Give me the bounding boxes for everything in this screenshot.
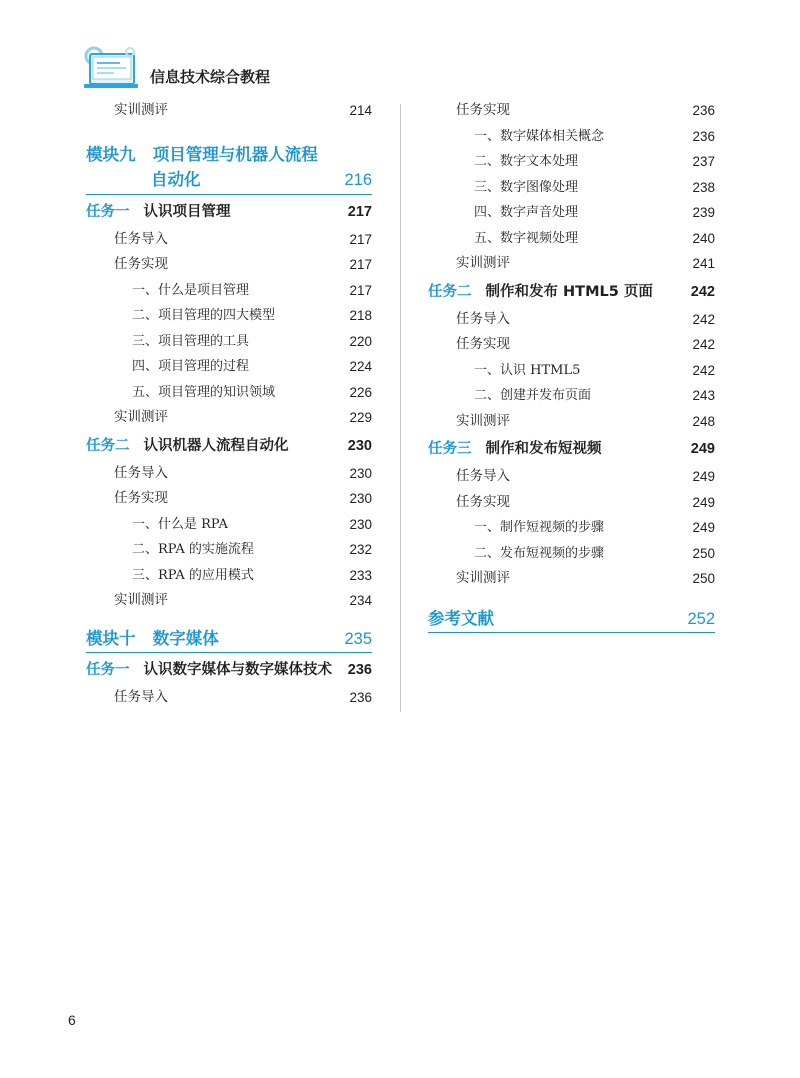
- references-heading[interactable]: [428, 606, 715, 633]
- module-title: 数字媒体: [152, 628, 219, 648]
- toc-subentry[interactable]: 三、项目管理的工具 220: [132, 333, 372, 349]
- computer-gear-logo-icon: [80, 46, 138, 92]
- toc-entry[interactable]: 任务导入 236: [114, 688, 372, 705]
- task-heading[interactable]: [86, 197, 372, 227]
- module-title-line1: [86, 144, 318, 166]
- toc-right-column: [428, 98, 715, 633]
- toc-subentry[interactable]: 四、项目管理的过程 224: [132, 359, 372, 374]
- task-label: 任务一: [86, 661, 130, 678]
- task-title: 任务三 制作和发布短视频: [428, 441, 602, 457]
- toc-subentry[interactable]: 二、发布短视频的步骤 250: [474, 545, 715, 561]
- toc-entry[interactable]: 任务实现 217: [114, 256, 372, 272]
- task-title: 任务二 制作和发布 HTML5 页面: [428, 283, 653, 300]
- toc-subentry[interactable]: 一、数字媒体相关概念 236: [474, 128, 715, 144]
- page-number: 6: [68, 1012, 76, 1028]
- toc-subentry[interactable]: 二、项目管理的四大模型 218: [132, 308, 372, 323]
- module-title: 项目管理与机器人流程: [152, 144, 318, 164]
- toc-entry[interactable]: 实训测评 248: [456, 412, 715, 429]
- toc-subentry[interactable]: 五、项目管理的知识领域 226: [132, 384, 372, 400]
- toc-subentry[interactable]: 一、什么是 RPA 230: [132, 516, 372, 532]
- toc-entry[interactable]: 任务导入 249: [456, 468, 715, 484]
- toc-left-column: [86, 98, 372, 710]
- task-page: 236: [347, 661, 372, 678]
- toc-subentry[interactable]: 二、RPA 的实施流程 232: [132, 542, 372, 557]
- toc-entry[interactable]: 实训测评 229: [114, 409, 372, 425]
- book-title: 信息技术综合教程: [150, 68, 271, 86]
- module-page: 216: [344, 170, 372, 189]
- module-title-line2: 自动化: [151, 169, 201, 189]
- task-title: 任务一 认识数字媒体与数字媒体技术: [86, 661, 332, 678]
- task-label: 任务二: [86, 437, 130, 454]
- task-page: 242: [690, 283, 715, 300]
- toc-entry[interactable]: 任务导入 217: [114, 230, 372, 247]
- toc-subentry[interactable]: 四、数字声音处理 239: [474, 205, 715, 220]
- task-heading[interactable]: [428, 277, 715, 307]
- module-heading-10[interactable]: [86, 626, 372, 653]
- toc-entry[interactable]: 实训测评 234: [114, 592, 372, 608]
- toc-subentry[interactable]: 二、创建并发布页面 243: [474, 388, 715, 403]
- toc-subentry[interactable]: 三、RPA 的应用模式 233: [132, 567, 372, 583]
- toc-subentry[interactable]: 二、数字文本处理 237: [474, 154, 715, 169]
- module-heading-9[interactable]: [86, 140, 372, 195]
- toc-entry-label: 实训测评: [114, 102, 168, 118]
- module-label: 模块九: [86, 144, 136, 164]
- task-page: 230: [347, 437, 372, 454]
- toc-entry-page: 214: [349, 103, 372, 118]
- column-divider: [400, 104, 401, 712]
- task-label: 任务二: [428, 283, 472, 300]
- references-title: 参考文献: [428, 608, 494, 628]
- module-page: 235: [344, 629, 372, 648]
- toc-subentry[interactable]: 一、什么是项目管理 217: [132, 282, 372, 298]
- toc-entry[interactable]: 实训测评 241: [456, 255, 715, 271]
- toc-entry[interactable]: 任务导入 242: [456, 310, 715, 327]
- task-label: 任务三: [428, 441, 472, 457]
- task-title: 任务一 认识项目管理: [86, 203, 231, 220]
- toc-entry[interactable]: 任务导入 230: [114, 464, 372, 481]
- toc-entry[interactable]: 任务实现 249: [456, 493, 715, 510]
- task-heading[interactable]: [86, 655, 372, 685]
- running-header: [80, 46, 340, 94]
- task-label: 任务一: [86, 203, 130, 220]
- task-heading[interactable]: [86, 431, 372, 461]
- toc-entry[interactable]: 任务实现 242: [456, 336, 715, 352]
- references-page: 252: [687, 609, 715, 628]
- module-label: 模块十: [86, 628, 136, 648]
- toc-entry[interactable]: [86, 98, 372, 124]
- toc-subentry[interactable]: 一、制作短视频的步骤 249: [474, 520, 715, 535]
- task-title: 任务二 认识机器人流程自动化: [86, 437, 289, 454]
- toc-subentry[interactable]: 三、数字图像处理 238: [474, 179, 715, 195]
- toc-entry[interactable]: 实训测评 250: [456, 570, 715, 586]
- toc-entry[interactable]: 任务实现 236: [456, 102, 715, 118]
- task-page: 249: [690, 441, 715, 457]
- toc-subentry[interactable]: 五、数字视频处理 240: [474, 230, 715, 246]
- task-heading[interactable]: [428, 434, 715, 464]
- module-title-line1: [86, 628, 219, 650]
- toc-entry[interactable]: 任务实现 230: [114, 490, 372, 506]
- task-page: 217: [347, 203, 372, 220]
- toc-subentry[interactable]: 一、认识 HTML5 242: [474, 362, 715, 378]
